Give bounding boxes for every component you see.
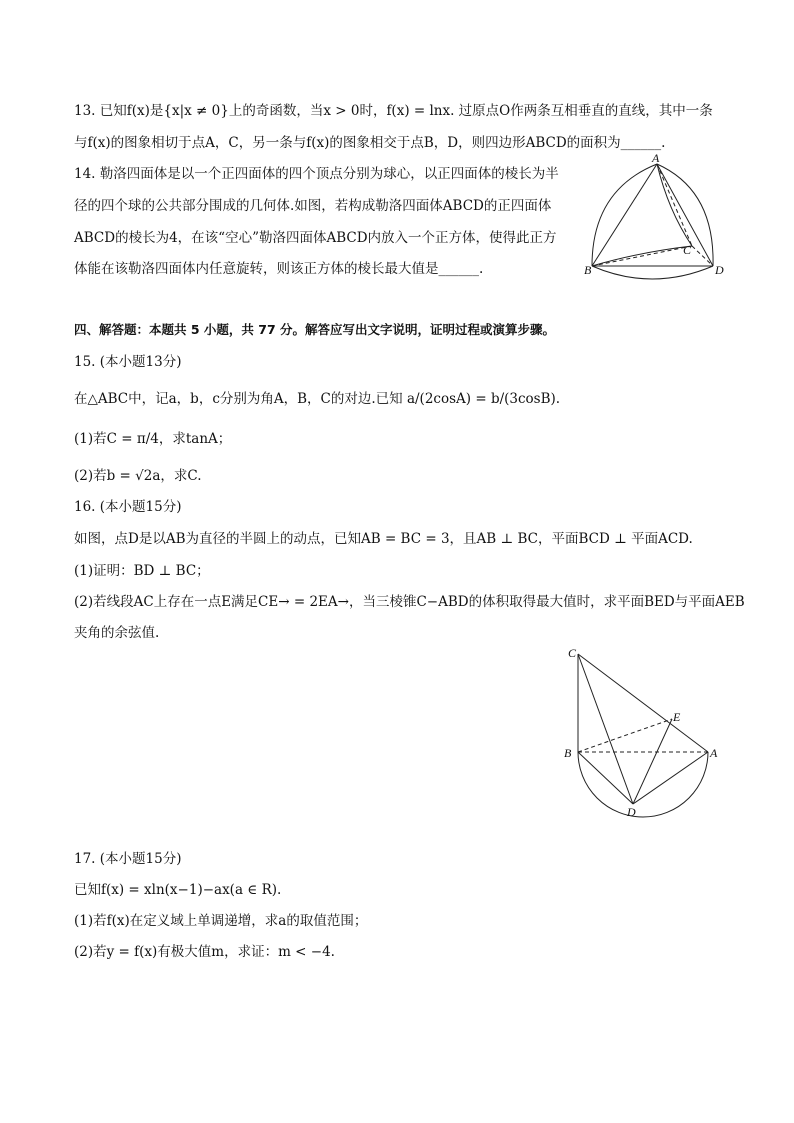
fig2-label-d: D <box>627 805 636 819</box>
q16-part-2-line-1: (2)若线段AC上存在一点E满足CE→ = 2EA→，当三棱锥C−ABD的体积取得最大值时，求平面BED与平面AEB <box>74 594 745 610</box>
fig2-label-e: E <box>673 710 681 724</box>
q16-part-1: (1)证明：BD ⊥ BC； <box>74 563 210 579</box>
q14-line-4: 体能在该勒洛四面体内任意旋转，则该正方体的棱长最大值是______. <box>74 261 484 277</box>
q14-line-2: 径的四个球的公共部分围成的几何体.如图，若构成勒洛四面体ABCD的正四面体 <box>74 198 552 214</box>
q14-line-1: 14. 勒洛四面体是以一个正四面体的四个顶点分别为球心，以正四面体的棱长为半 <box>74 166 559 182</box>
q17-part-2: (2)若y = f(x)有极大值m，求证：m < −4. <box>74 944 335 960</box>
q15-stem: 在△ABC中，记a，b，c分别为角A，B，C的对边.已知 a/(2cosA) = b/(3cosB). <box>74 391 561 407</box>
q16-stem: 如图，点D是以AB为直径的半圆上的动点，已知AB = BC = 3，且AB ⊥ BC，平面BCD ⊥ 平面ACD. <box>74 531 693 547</box>
q13-line-2: 与f(x)的图象相切于点A，C，另一条与f(x)的图象相交于点B，D，则四边形ABCD的面积为______. <box>74 135 666 151</box>
q15-part-1: (1)若C = π/4，求tanA； <box>74 431 232 447</box>
fig1-label-c: C <box>683 243 692 257</box>
section-4-header: 四、解答题：本题共 5 小题，共 77 分。解答应写出文字说明，证明过程或演算步骤。 <box>74 322 556 337</box>
q16-part-2-line-2: 夹角的余弦值. <box>74 625 160 641</box>
q17-part-1: (1)若f(x)在定义域上单调递增，求a的取值范围； <box>74 913 368 929</box>
fig2-label-b: B <box>564 746 572 760</box>
fig2-label-c: C <box>568 646 577 660</box>
pyramid-semicircle-figure <box>560 640 730 820</box>
q17-stem: 已知f(x) = xln(x−1)−ax(a ∈ R). <box>74 882 282 898</box>
q16-header: 16. (本小题15分) <box>74 499 182 515</box>
q15-header: 15. (本小题13分) <box>74 354 182 370</box>
fig1-label-a: A <box>652 151 660 165</box>
fig2-label-a: A <box>710 746 718 760</box>
q15-part-2: (2)若b = √2a，求C. <box>74 468 202 484</box>
fig1-label-b: B <box>584 263 592 277</box>
q14-line-3: ABCD的棱长为4，在该“空心”勒洛四面体ABCD内放入一个正方体，使得此正方 <box>74 230 557 246</box>
q13-line-1: 13. 已知f(x)是{x|x ≠ 0}上的奇函数，当x > 0时，f(x) = lnx. 过原点O作两条互相垂直的直线，其中一条 <box>74 103 713 119</box>
fig1-label-d: D <box>715 263 724 277</box>
reuleaux-tetrahedron-figure <box>580 150 730 290</box>
q17-header: 17. (本小题15分) <box>74 851 182 867</box>
